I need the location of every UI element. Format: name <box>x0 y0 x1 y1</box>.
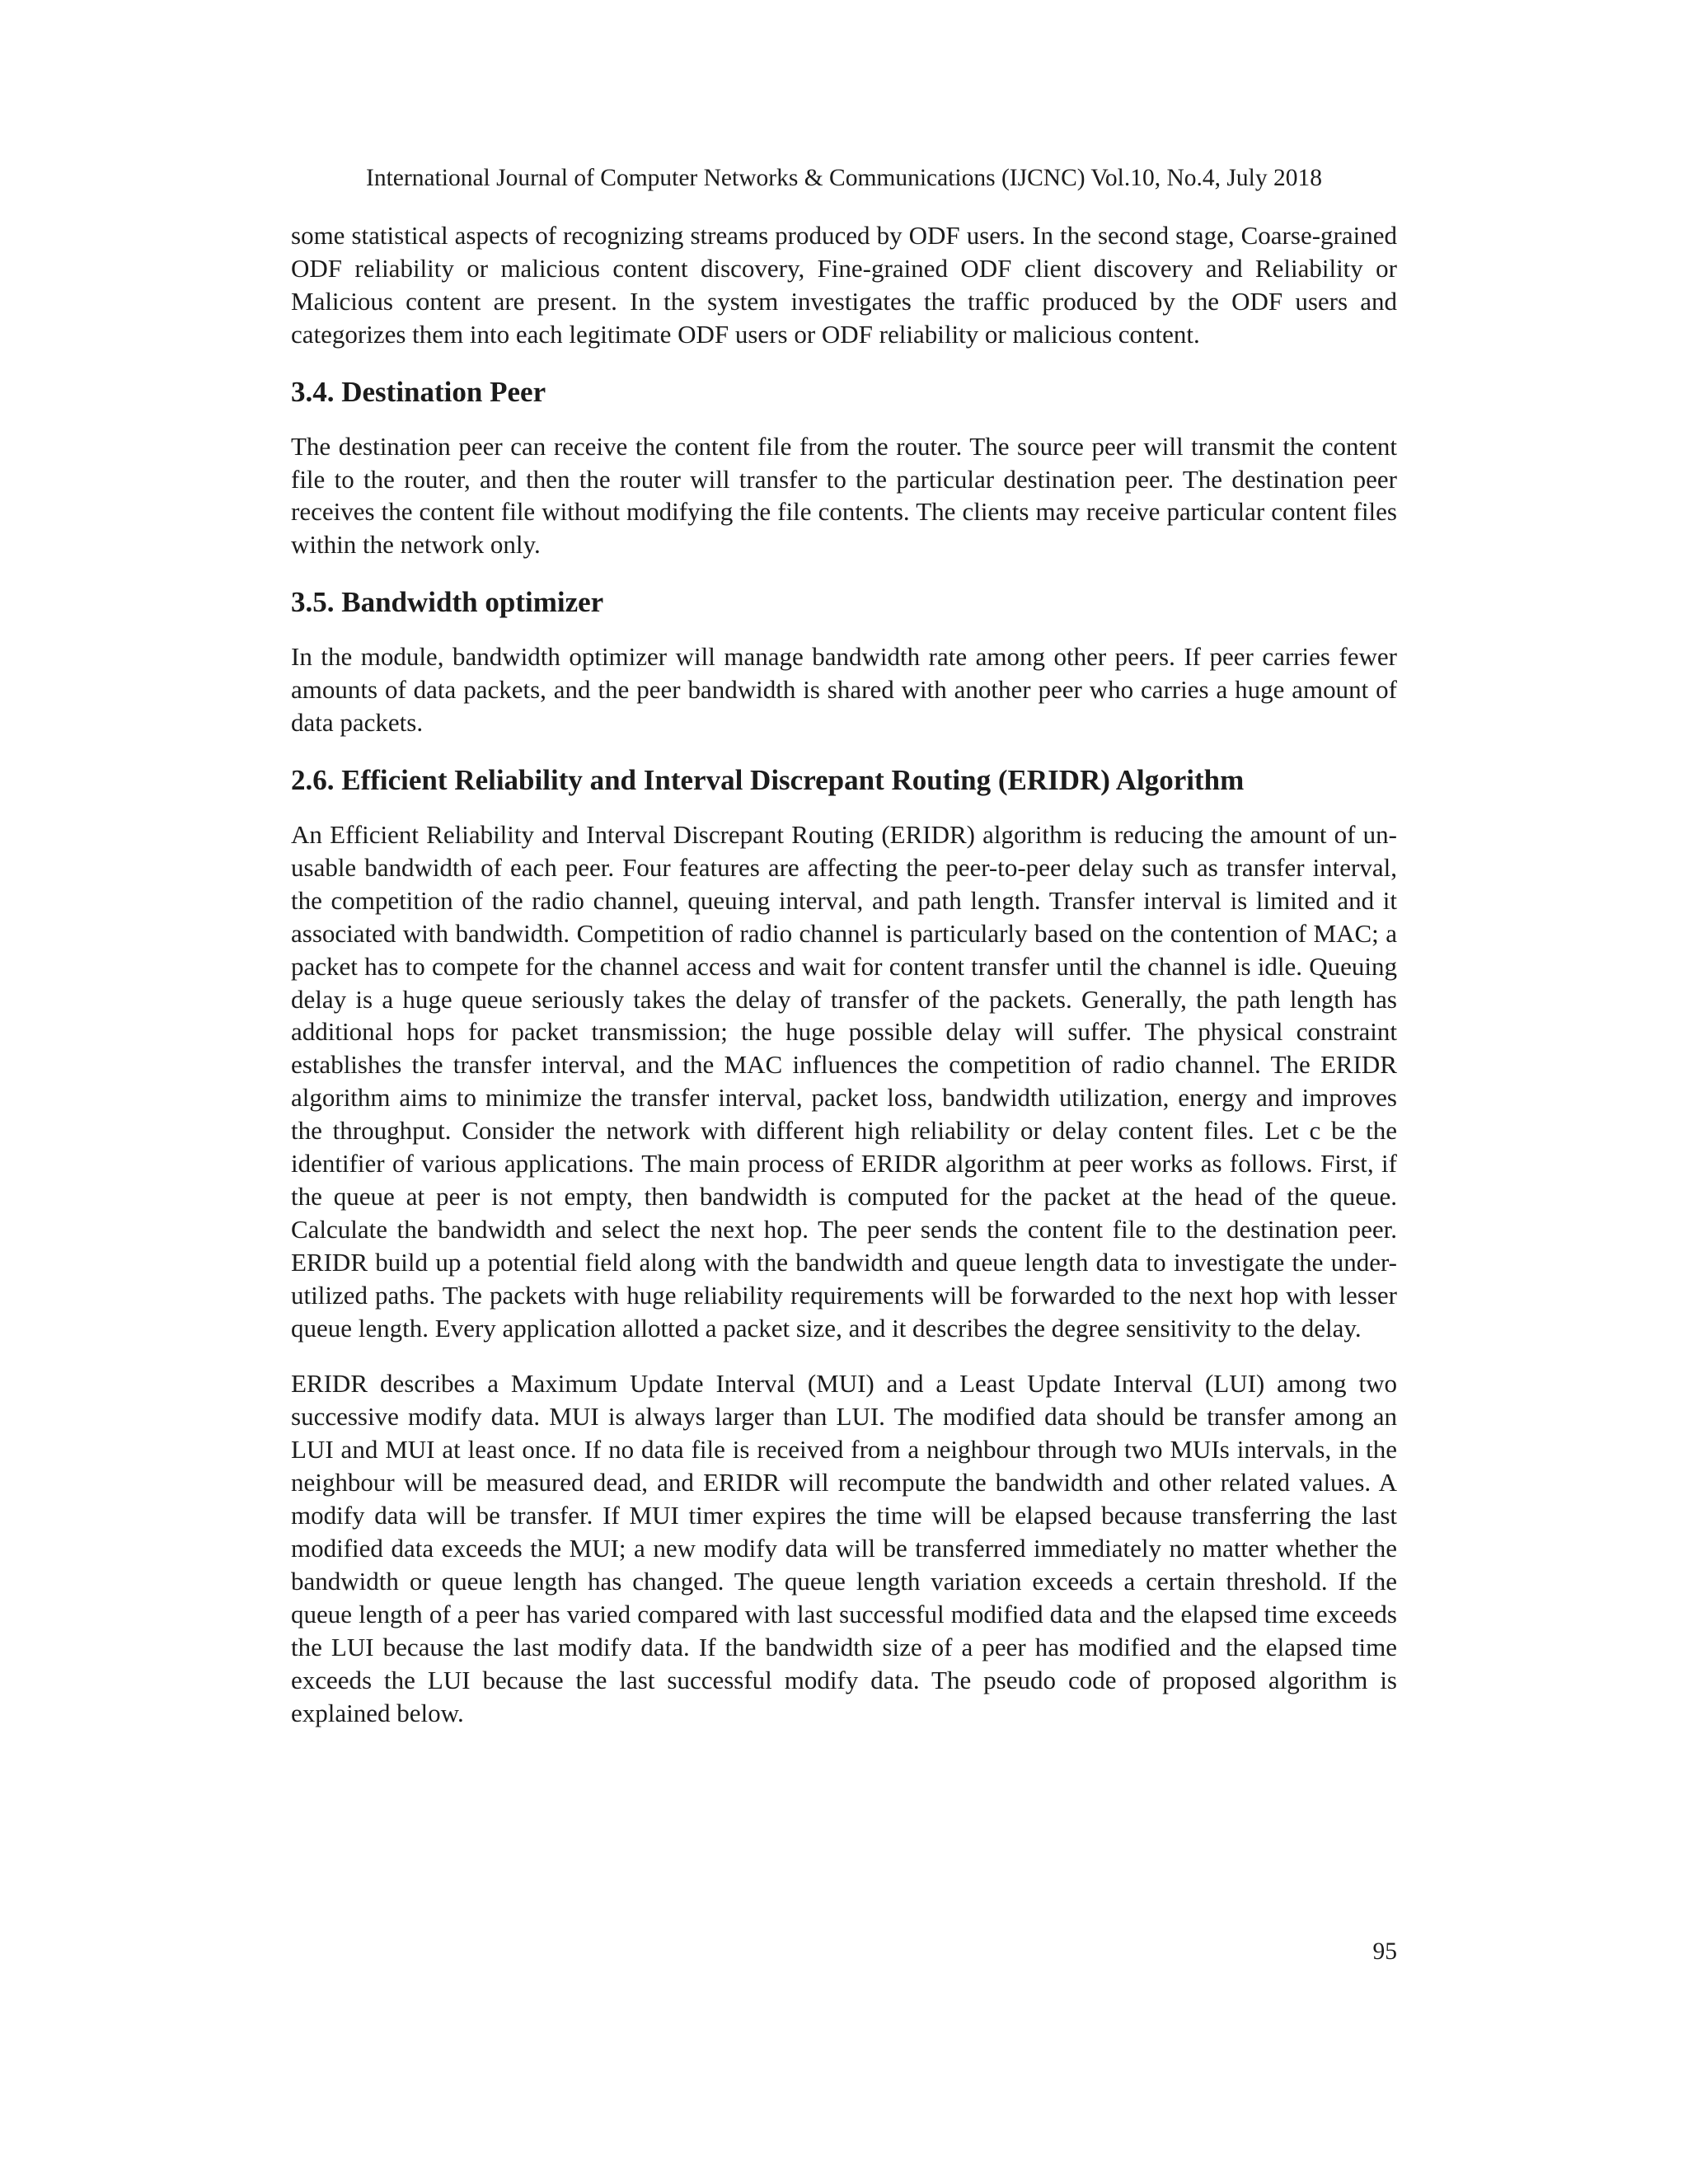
section-heading-bandwidth-optimizer: 3.5. Bandwidth optimizer <box>291 586 604 619</box>
section-heading-destination-peer: 3.4. Destination Peer <box>291 375 546 408</box>
page-content <box>291 219 1397 1752</box>
eridr-paragraph-2: ERIDR describes a Maximum Update Interval (MUI) and a Least Update Interval (LUI) among two successive modify data. MUI is always larger than LUI. The modified data should be transfer among an LUI and MUI at least once. If no data file is received from a neighbour through two MUIs intervals, in the neighbour will be measured dead, and ERIDR will recompute the bandwidth and other related values. A modify data will be transfer. If MUI timer expires the time will be elapsed because transferring the last modified data exceeds the MUI; a new modify data will be transferred immediately no matter whether the bandwidth or queue length has changed. The queue length variation exceeds a certain threshold. If the queue length of a peer has varied compared with last successful modified data and the elapsed time exceeds the LUI because the last modify data. If the bandwidth size of a peer has modified and the elapsed time exceeds the LUI because the last successful modify data. The pseudo code of proposed algorithm is explained below. <box>291 1369 1397 1727</box>
page-number: 95 <box>1372 1938 1397 1965</box>
running-header: International Journal of Computer Networks & Communications (IJCNC) Vol.10, No.4, July 2018 <box>366 165 1322 191</box>
intro-paragraph: some statistical aspects of recognizing streams produced by ODF users. In the second stage, Coarse-grained ODF reliability or malicious content discovery, Fine-grained ODF client discovery and Reliability or Malicious content are present. In the system investigates the traffic produced by the ODF users and categorizes them into each legitimate ODF users or ODF reliability or malicious content. <box>291 221 1397 349</box>
destination-peer-paragraph: The destination peer can receive the content file from the router. The source peer will transmit the content file to the router, and then the router will transfer to the particular destination peer. The destination peer receives the content file without modifying the file contents. The clients may receive particular content files within the network only. <box>291 431 1397 560</box>
eridr-paragraph-1: An Efficient Reliability and Interval Discrepant Routing (ERIDR) algorithm is reducing the amount of un-usable bandwidth of each peer. Four features are affecting the peer-to-peer delay such as transfer interval, the competition of the radio channel, queuing interval, and path length. Transfer interval is limited and it associated with bandwidth. Competition of radio channel is particularly based on the contention of MAC; a packet has to compete for the channel access and wait for content transfer until the channel is idle. Queuing delay is a huge queue seriously takes the delay of transfer of the packets. Generally, the path length has additional hops for packet transmission; the huge possible delay will suffer. The physical constraint establishes the transfer interval, and the MAC influences the competition of radio channel. The ERIDR algorithm aims to minimize the transfer interval, packet loss, bandwidth utilization, energy and improves the throughput. Consider the network with different high reliability or delay content files. Let c be the identifier of various applications. The main process of ERIDR algorithm at peer works as follows. First, if the queue at peer is not empty, then bandwidth is computed for the packet at the head of the queue. Calculate the bandwidth and select the next hop. The peer sends the content file to the destination peer. ERIDR build up a potential field along with the bandwidth and queue length data to investigate the under-utilized paths. The packets with huge reliability requirements will be forwarded to the next hop with lesser queue length. Every application allotted a packet size, and it describes the degree sensitivity to the delay. <box>291 819 1397 1343</box>
section-heading-eridr-algorithm: 2.6. Efficient Reliability and Interval Discrepant Routing (ERIDR) Algorithm <box>291 763 1245 796</box>
bandwidth-optimizer-paragraph: In the module, bandwidth optimizer will manage bandwidth rate among other peers. If peer carries fewer amounts of data packets, and the peer bandwidth is shared with another peer who carries a huge amount of data packets. <box>291 642 1397 738</box>
